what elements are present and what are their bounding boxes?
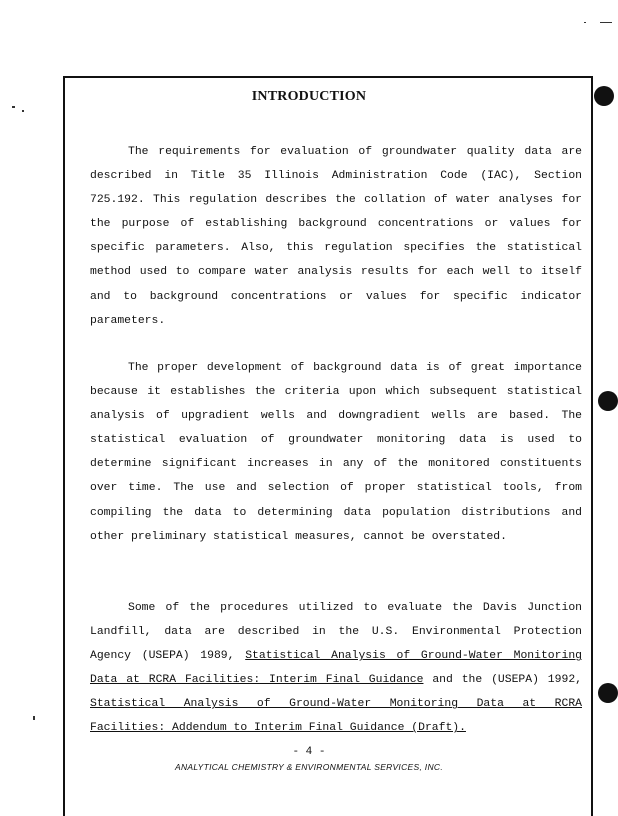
paragraph-1 [90,140,582,333]
paragraph-3 [90,596,582,741]
scan-speck [12,106,15,108]
reference-1992: Statistical Analysis of Ground-Water Monitoring Data at RCRA Facilities: Addendum to Interim Final Guidance (Draft). [90,698,582,735]
scan-speck [584,22,586,23]
paragraph-2 [90,356,582,549]
paragraph-1-text: The requirements for evaluation of groundwater quality data are described in Title 35 Illinois Administration Code (IAC), Section 725.192. This regulation describes the collation of water analyses for the purpose of establishing background concentrations or values for specific parameters. Also, this regulation specifies the statistical method used to compare water analysis results for each well to itself and to background concentrations or values for specific indicator parameters. [90,146,582,327]
company-footer: ANALYTICAL CHEMISTRY & ENVIRONMENTAL SERVICES, INC. [174,762,443,772]
scan-speck [22,110,24,112]
paragraph-2-text: The proper development of background data is of great importance because it establishes the criteria upon which subsequent statistical analysis of upgradient wells and downgradient wells are based. The statistical evaluation of groundwater monitoring data is used to determine significant increases in any of the monitored constituents over time. The use and selection of proper statistical tools, from compiling the data to determining data population distributions and other preliminary statistical measures, cannot be overstated. [90,362,582,543]
page-number: - 4 - [292,746,326,758]
scan-speck [600,22,612,23]
reference-1989: Statistical Analysis of Ground-Water Monitoring Data at RCRA Facilities: Interim Final Guidance [90,650,582,687]
page-title: INTRODUCTION [251,89,367,104]
paragraph-3-mid: and the (USEPA) 1992, [432,674,582,687]
scan-speck [33,716,35,720]
hole-punch-middle [598,391,618,411]
hole-punch-bottom [598,683,618,703]
paragraph-3-intro: Some of the procedures utilized to evaluate the Davis Junction Landfill, data are described in the U.S. Environmental Protection Agency (USEPA) 1989, [90,602,582,663]
